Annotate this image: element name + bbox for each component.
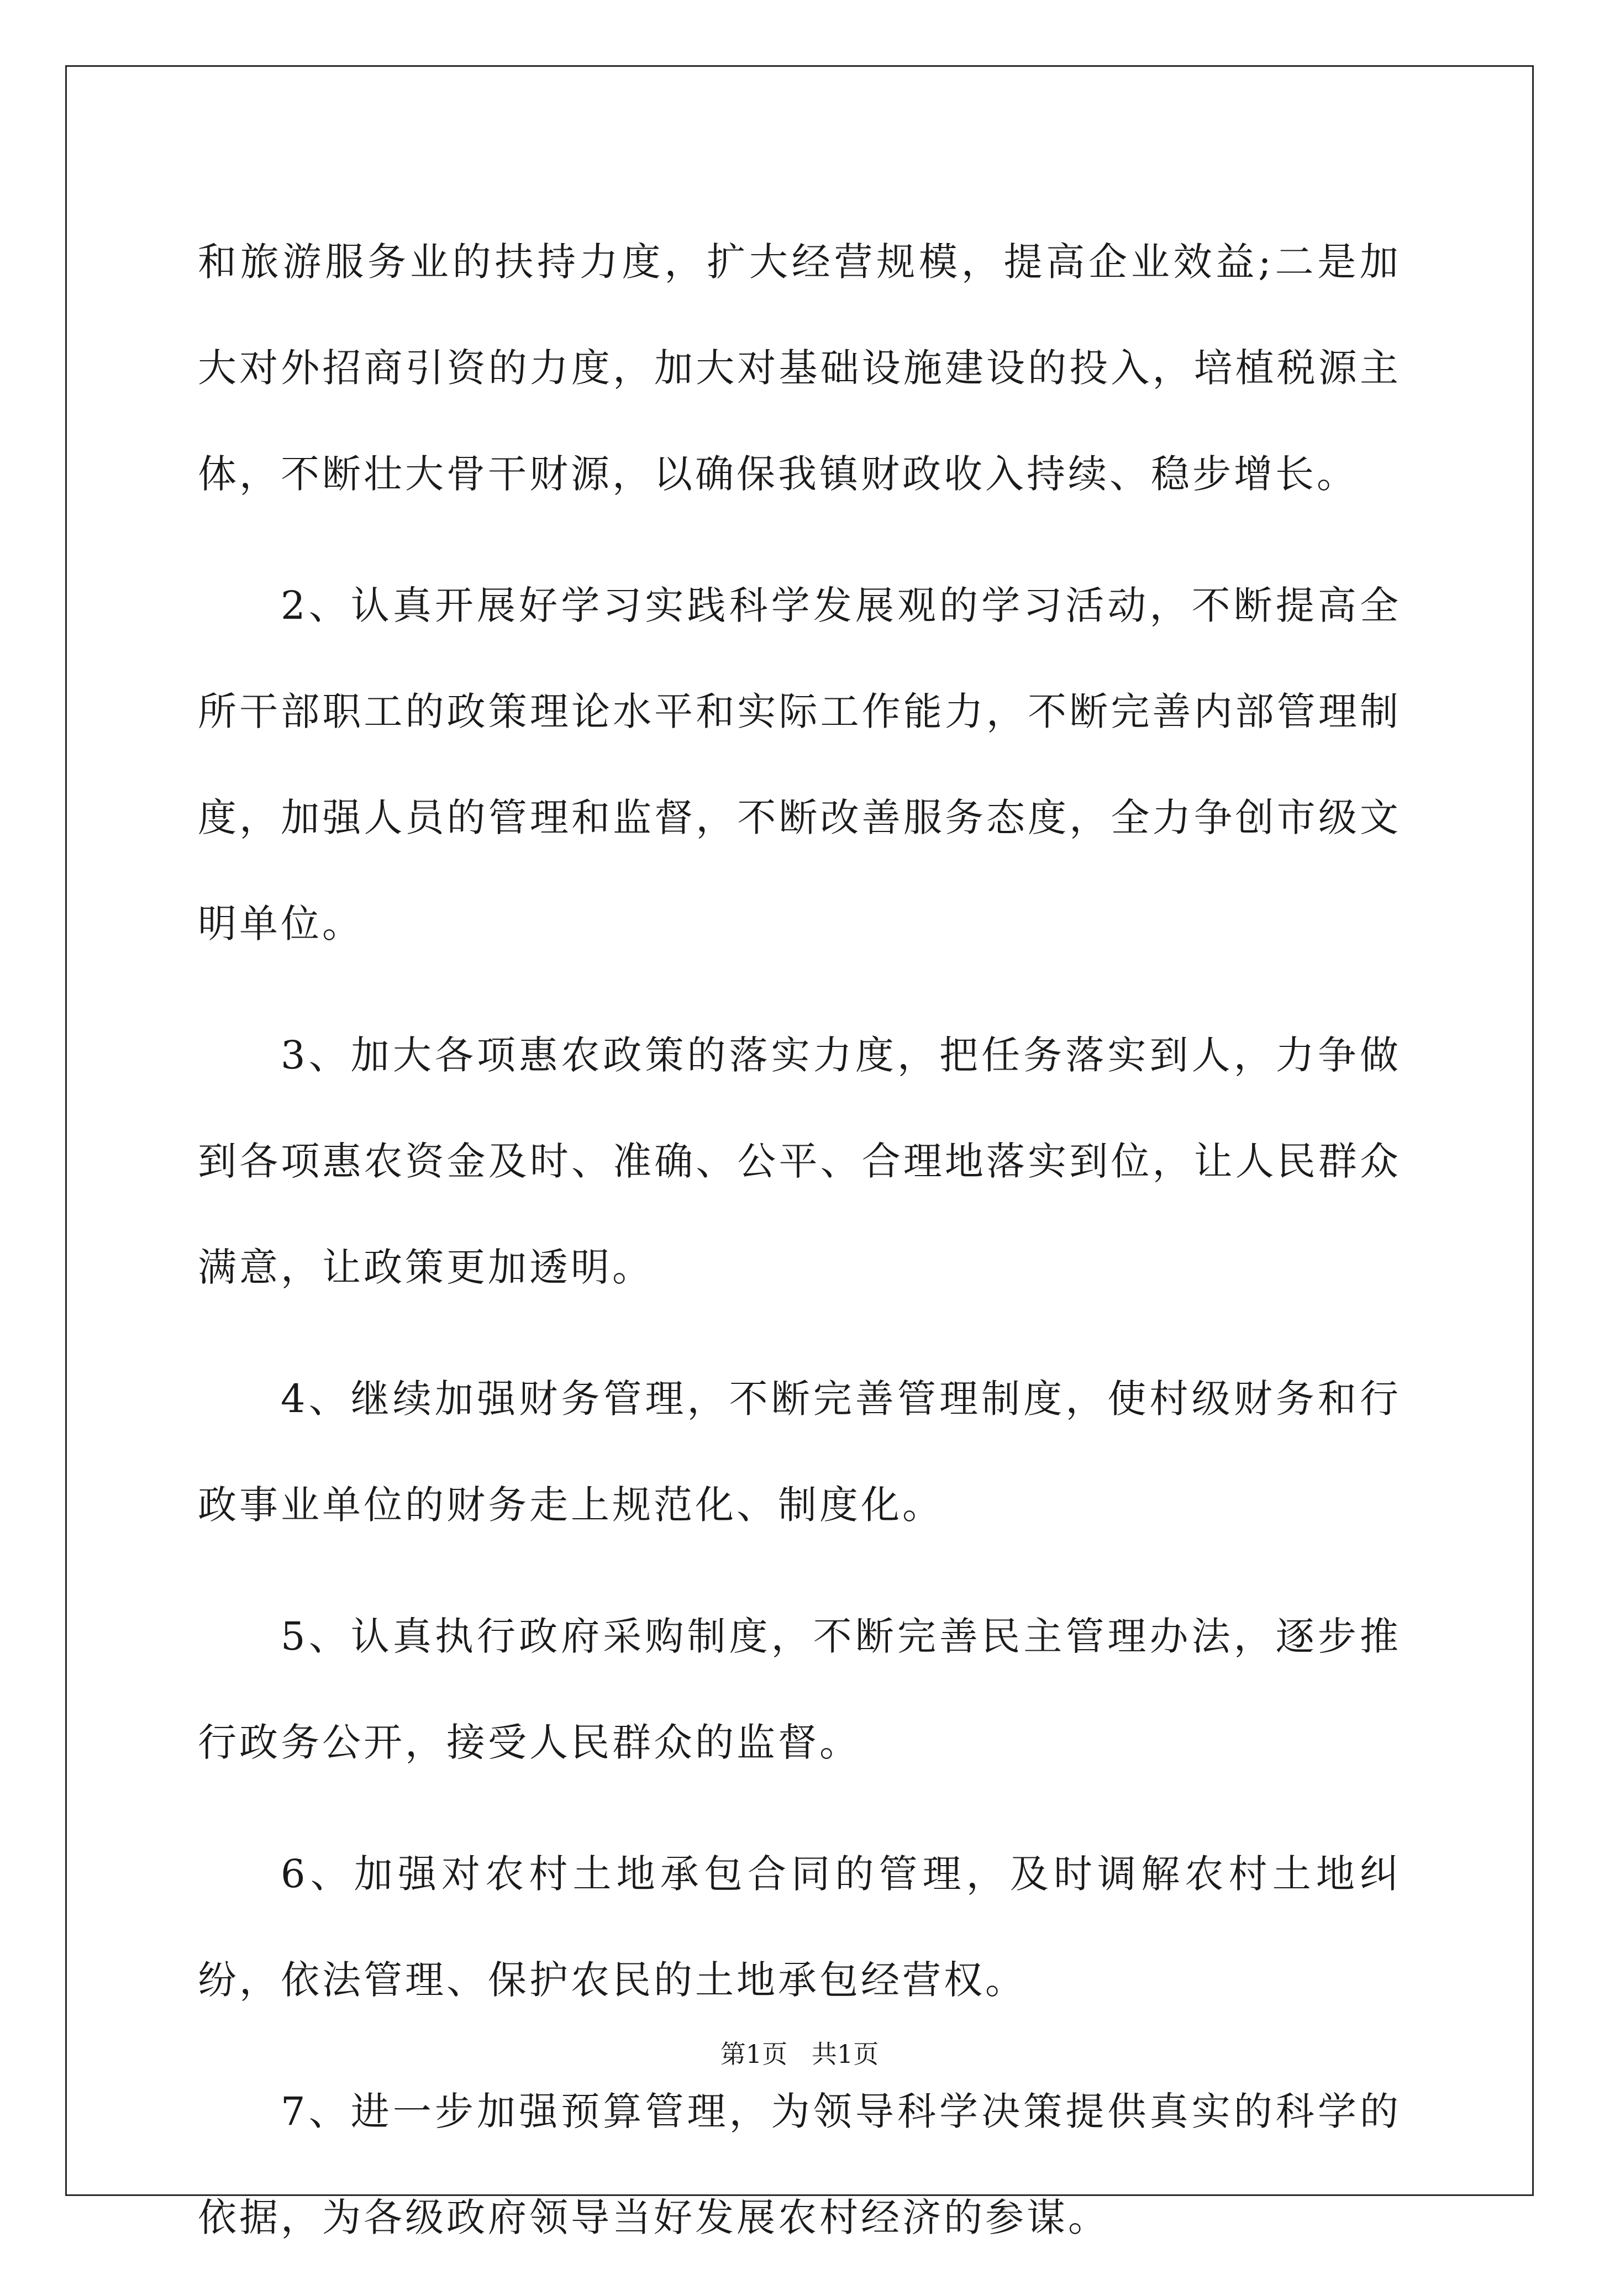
paragraph-2: 2、认真开展好学习实践科学发展观的学习活动，不断提高全所干部职工的政策理论水平和实际工作能力，不断完善内部管理制度，加强人员的管理和监督，不断改善服务态度，全力争创市级文明单位。 <box>198 583 1401 946</box>
paragraph-3: 3、加大各项惠农政策的落实力度，把任务落实到人，力争做到各项惠农资金及时、准确、公平、合理地落实到位，让人民群众满意，让政策更加透明。 <box>198 1033 1401 1290</box>
paragraph-4: 4、继续加强财务管理，不断完善管理制度，使村级财务和行政事业单位的财务走上规范化、制度化。 <box>198 1376 1401 1528</box>
page-number-footer: 第1页 共1页 <box>720 2039 879 2069</box>
paragraph-1: 和旅游服务业的扶持力度，扩大经营规模，提高企业效益;二是加大对外招商引资的力度，加大对基础设施建设的投入，培植税源主体，不断壮大骨干财源，以确保我镇财政收入持续、稳步增长。 <box>198 239 1401 497</box>
paragraph-7: 7、进一步加强预算管理，为领导科学决策提供真实的科学的依据，为各级政府领导当好发展农村经济的参谋。 <box>198 2089 1401 2240</box>
paragraph-6: 6、加强对农村土地承包合同的管理，及时调解农村土地纠纷，依法管理、保护农民的土地承包经营权。 <box>198 1851 1401 2003</box>
document-body <box>198 209 1401 2296</box>
paragraph-5: 5、认真执行政府采购制度，不断完善民主管理办法，逐步推行政务公开，接受人民群众的监督。 <box>198 1614 1401 1765</box>
